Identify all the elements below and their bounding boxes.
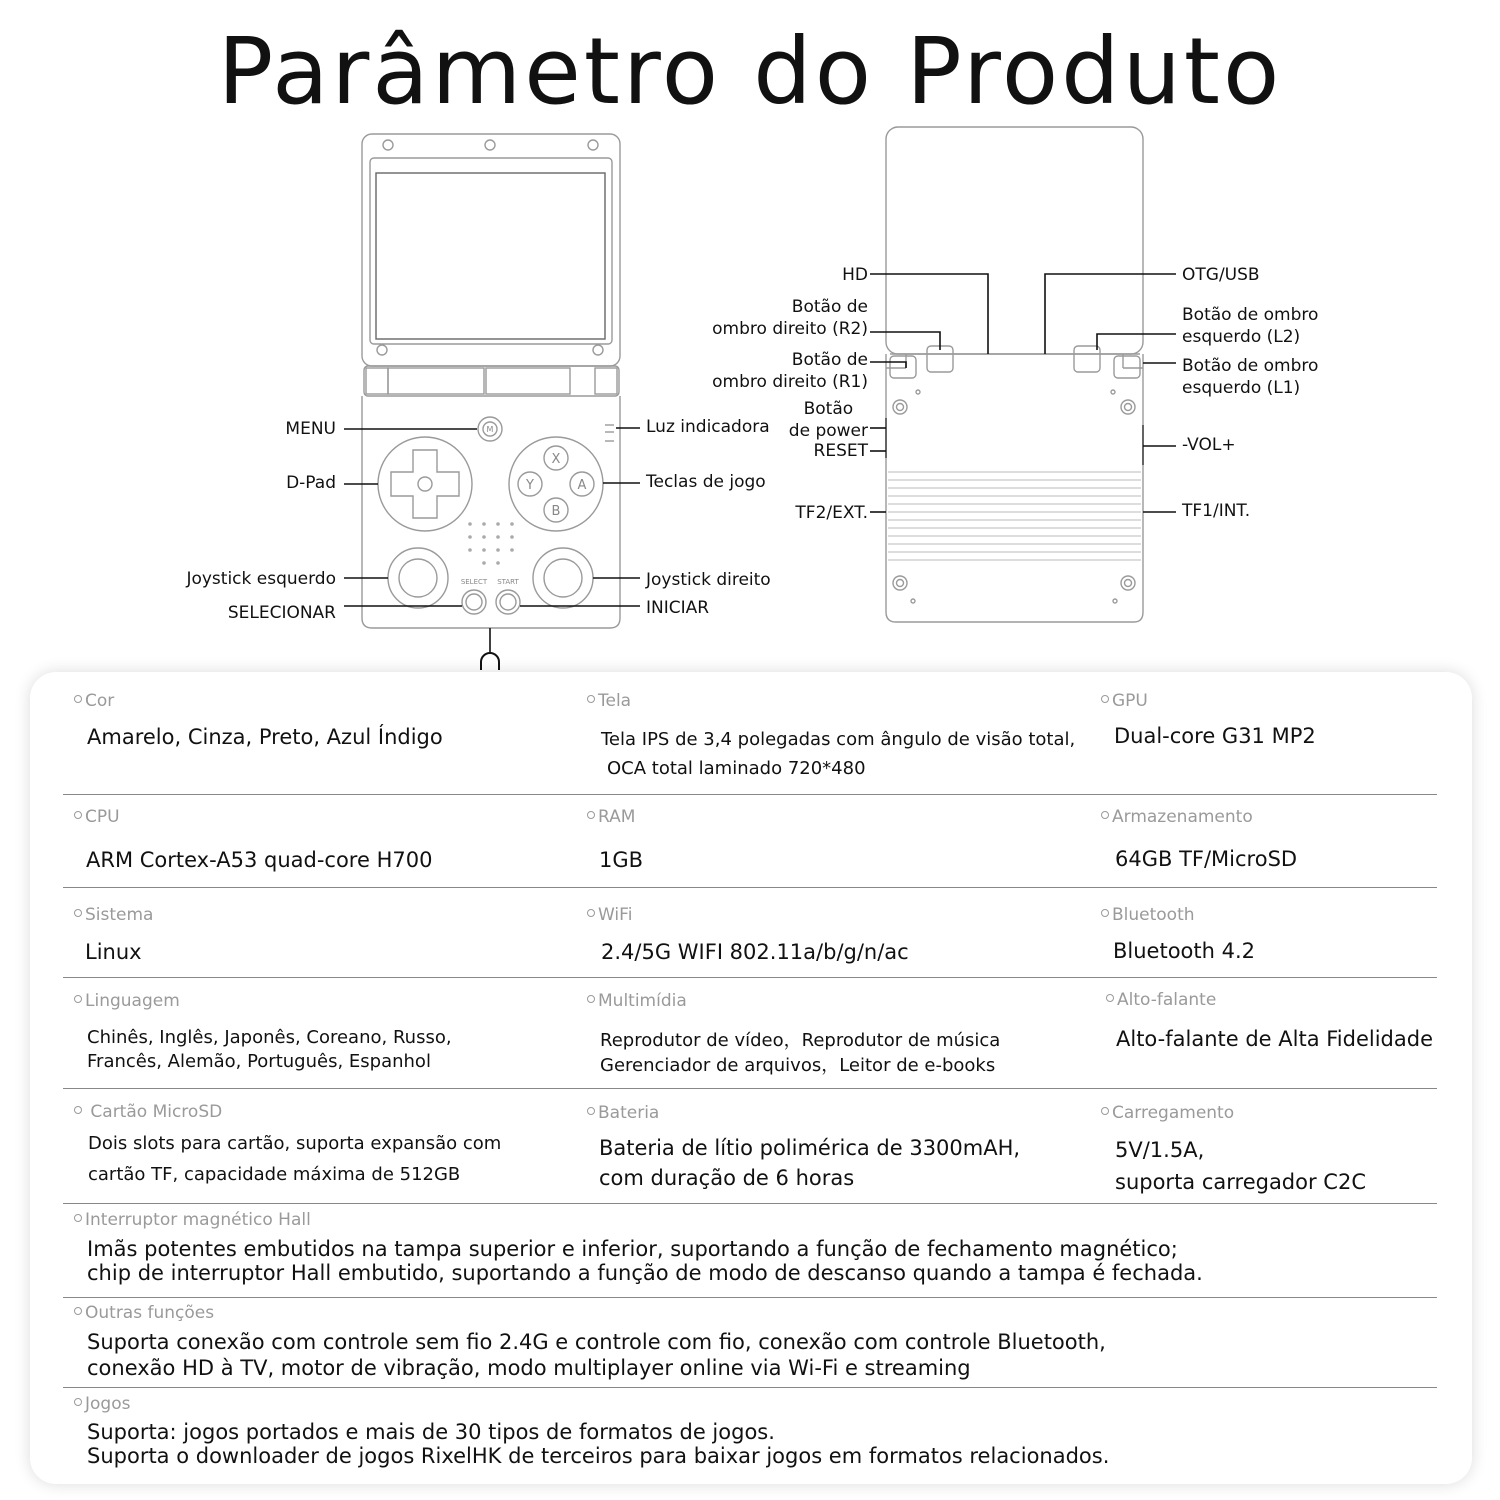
label-r2: Botão de ombro direito (R2) (712, 297, 868, 339)
bullet-icon (587, 995, 595, 1003)
a-key-mark: A (577, 478, 587, 493)
row-divider (63, 887, 1437, 888)
bullet-icon (74, 1398, 82, 1406)
spec-value-jogos-2: Suporta o downloader de jogos RixelHK de terceiros para baixar jogos em formatos relacionados. (87, 1444, 1110, 1468)
spec-value-carregamento-2: suporta carregador C2C (1115, 1170, 1366, 1194)
spec-label-linguagem: Linguagem (74, 991, 180, 1011)
back-lid (886, 127, 1143, 354)
bullet-icon (74, 995, 82, 1003)
bullet-icon (587, 695, 595, 703)
label-select: SELECIONAR (227, 603, 336, 623)
spec-value-hall-2: chip de interruptor Hall embutido, suportando a função de modo de descanso quando a tampa é fechada. (87, 1261, 1203, 1285)
spec-label-sistema: Sistema (74, 905, 153, 925)
label-otg: OTG/USB (1182, 265, 1260, 285)
spec-value-gpu: Dual-core G31 MP2 (1114, 724, 1316, 748)
row-divider (63, 977, 1437, 978)
row-divider (63, 1088, 1437, 1089)
spec-value-sistema: Linux (85, 940, 142, 964)
bullet-icon (74, 811, 82, 819)
label-menu: MENU (285, 419, 336, 439)
spec-label-gpu: GPU (1101, 691, 1148, 711)
spec-value-tela-2: OCA total laminado 720*480 (607, 758, 866, 779)
label-indicator: Luz indicadora (646, 417, 770, 437)
spec-value-bateria-1: Bateria de lítio polimérica de 3300mAH, (599, 1136, 1021, 1160)
label-dpad: D-Pad (286, 473, 336, 493)
spec-label-carregamento: Carregamento (1101, 1103, 1234, 1123)
front-lid (362, 134, 620, 366)
spec-value-multimidia-1: Reprodutor de vídeo，Reprodutor de música (600, 1030, 1001, 1051)
menu-key-mark: M (486, 425, 494, 434)
label-tf2: TF2/EXT. (795, 503, 868, 523)
row-divider (63, 1203, 1437, 1204)
page-title: Parâmetro do Produto (217, 18, 1283, 125)
y-key-mark: Y (526, 478, 534, 493)
bullet-icon (74, 1214, 82, 1222)
spec-label-bateria: Bateria (587, 1103, 659, 1123)
label-vol: -VOL+ (1182, 435, 1236, 455)
label-hd: HD (842, 265, 868, 285)
spec-label-jogos: Jogos (74, 1394, 130, 1414)
start-key-mark: START (497, 578, 519, 586)
bullet-icon (587, 1107, 595, 1115)
spec-value-bluetooth: Bluetooth 4.2 (1113, 939, 1256, 963)
label-game-keys: Teclas de jogo (646, 472, 766, 492)
bullet-icon (74, 1106, 82, 1114)
b-key-mark: B (551, 504, 561, 519)
spec-value-cartao-1: Dois slots para cartão, suporta expansão com (88, 1133, 502, 1154)
row-divider (63, 1297, 1437, 1298)
label-power: Botão de power (788, 399, 868, 441)
label-l2: Botão de ombro esquerdo (L2) (1182, 305, 1319, 347)
spec-value-multimidia-2: Gerenciador de arquivos，Leitor de e-books (600, 1055, 996, 1076)
spec-label-ram: RAM (587, 807, 635, 827)
bullet-icon (74, 1307, 82, 1315)
dpad-icon (391, 450, 459, 518)
bullet-icon (1101, 811, 1109, 819)
spec-value-bateria-2: com duração de 6 horas (599, 1166, 855, 1190)
spec-label-wifi: WiFi (587, 905, 632, 925)
label-joystick-left: Joystick esquerdo (186, 569, 336, 589)
bullet-icon (1101, 1107, 1109, 1115)
label-l1: Botão de ombro esquerdo (L1) (1182, 356, 1319, 398)
row-divider (63, 1387, 1437, 1388)
spec-label-cartao: Cartão MicroSD (74, 1102, 222, 1122)
spec-label-bluetooth: Bluetooth (1101, 905, 1195, 925)
spec-label-hall: Interruptor magnético Hall (74, 1210, 311, 1230)
spec-value-cartao-2: cartão TF, capacidade máxima de 512GB (88, 1164, 461, 1185)
bullet-icon (74, 909, 82, 917)
spec-value-outras-1: Suporta conexão com controle sem fio 2.4G e controle com fio, conexão com controle Bluetooth, (87, 1330, 1106, 1354)
spec-label-tela: Tela (587, 691, 631, 711)
row-divider (63, 794, 1437, 795)
spec-label-armazenamento: Armazenamento (1101, 807, 1253, 827)
label-start: INICIAR (646, 598, 710, 618)
spec-value-wifi: 2.4/5G WIFI 802.11a/b/g/n/ac (601, 940, 909, 964)
spec-label-cor: Cor (74, 691, 114, 711)
x-key-mark: X (551, 452, 561, 467)
label-joystick-right: Joystick direito (646, 570, 771, 590)
bullet-icon (587, 811, 595, 819)
spec-value-tela-1: Tela IPS de 3,4 polegadas com ângulo de visão total, (601, 729, 1076, 750)
bullet-icon (1101, 909, 1109, 917)
spec-value-linguagem-1: Chinês, Inglês, Japonês, Coreano, Russo, (87, 1027, 452, 1048)
joystick-left (388, 548, 448, 608)
spec-label-outras: Outras funções (74, 1303, 214, 1323)
spec-label-multimidia: Multimídia (587, 991, 687, 1011)
spec-value-armazenamento: 64GB TF/MicroSD (1115, 847, 1298, 871)
bullet-icon (1101, 695, 1109, 703)
front-screen (376, 173, 605, 339)
bullet-icon (587, 909, 595, 917)
bullet-icon (74, 695, 82, 703)
spec-value-linguagem-2: Francês, Alemão, Português, Espanhol (87, 1051, 431, 1072)
spec-value-hall-1: Imãs potentes embutidos na tampa superior e inferior, suportando a função de fechamento magnético; (87, 1237, 1178, 1261)
spec-value-cor: Amarelo, Cinza, Preto, Azul Índigo (87, 725, 443, 749)
joystick-right (533, 548, 593, 608)
headphone-icon (481, 653, 499, 670)
spec-value-outras-2: conexão HD à TV, motor de vibração, modo multiplayer online via Wi-Fi e streaming (87, 1356, 971, 1380)
spec-value-jogos-1: Suporta: jogos portados e mais de 30 tipos de formatos de jogos. (87, 1420, 775, 1444)
bullet-icon (1106, 994, 1114, 1002)
spec-value-alto-falante: Alto-falante de Alta Fidelidade (1116, 1027, 1434, 1051)
label-reset: RESET (813, 441, 868, 461)
spec-value-cpu: ARM Cortex-A53 quad-core H700 (86, 848, 433, 872)
spec-value-ram: 1GB (599, 848, 644, 872)
label-r1: Botão de ombro direito (R1) (712, 350, 868, 392)
label-tf1: TF1/INT. (1182, 501, 1251, 521)
dpad-ring (378, 437, 472, 531)
spec-label-cpu: CPU (74, 807, 120, 827)
select-key-mark: SELECT (460, 578, 488, 586)
spec-label-alto-falante: Alto-falante (1106, 990, 1216, 1010)
spec-value-carregamento-1: 5V/1.5A, (1115, 1138, 1205, 1162)
